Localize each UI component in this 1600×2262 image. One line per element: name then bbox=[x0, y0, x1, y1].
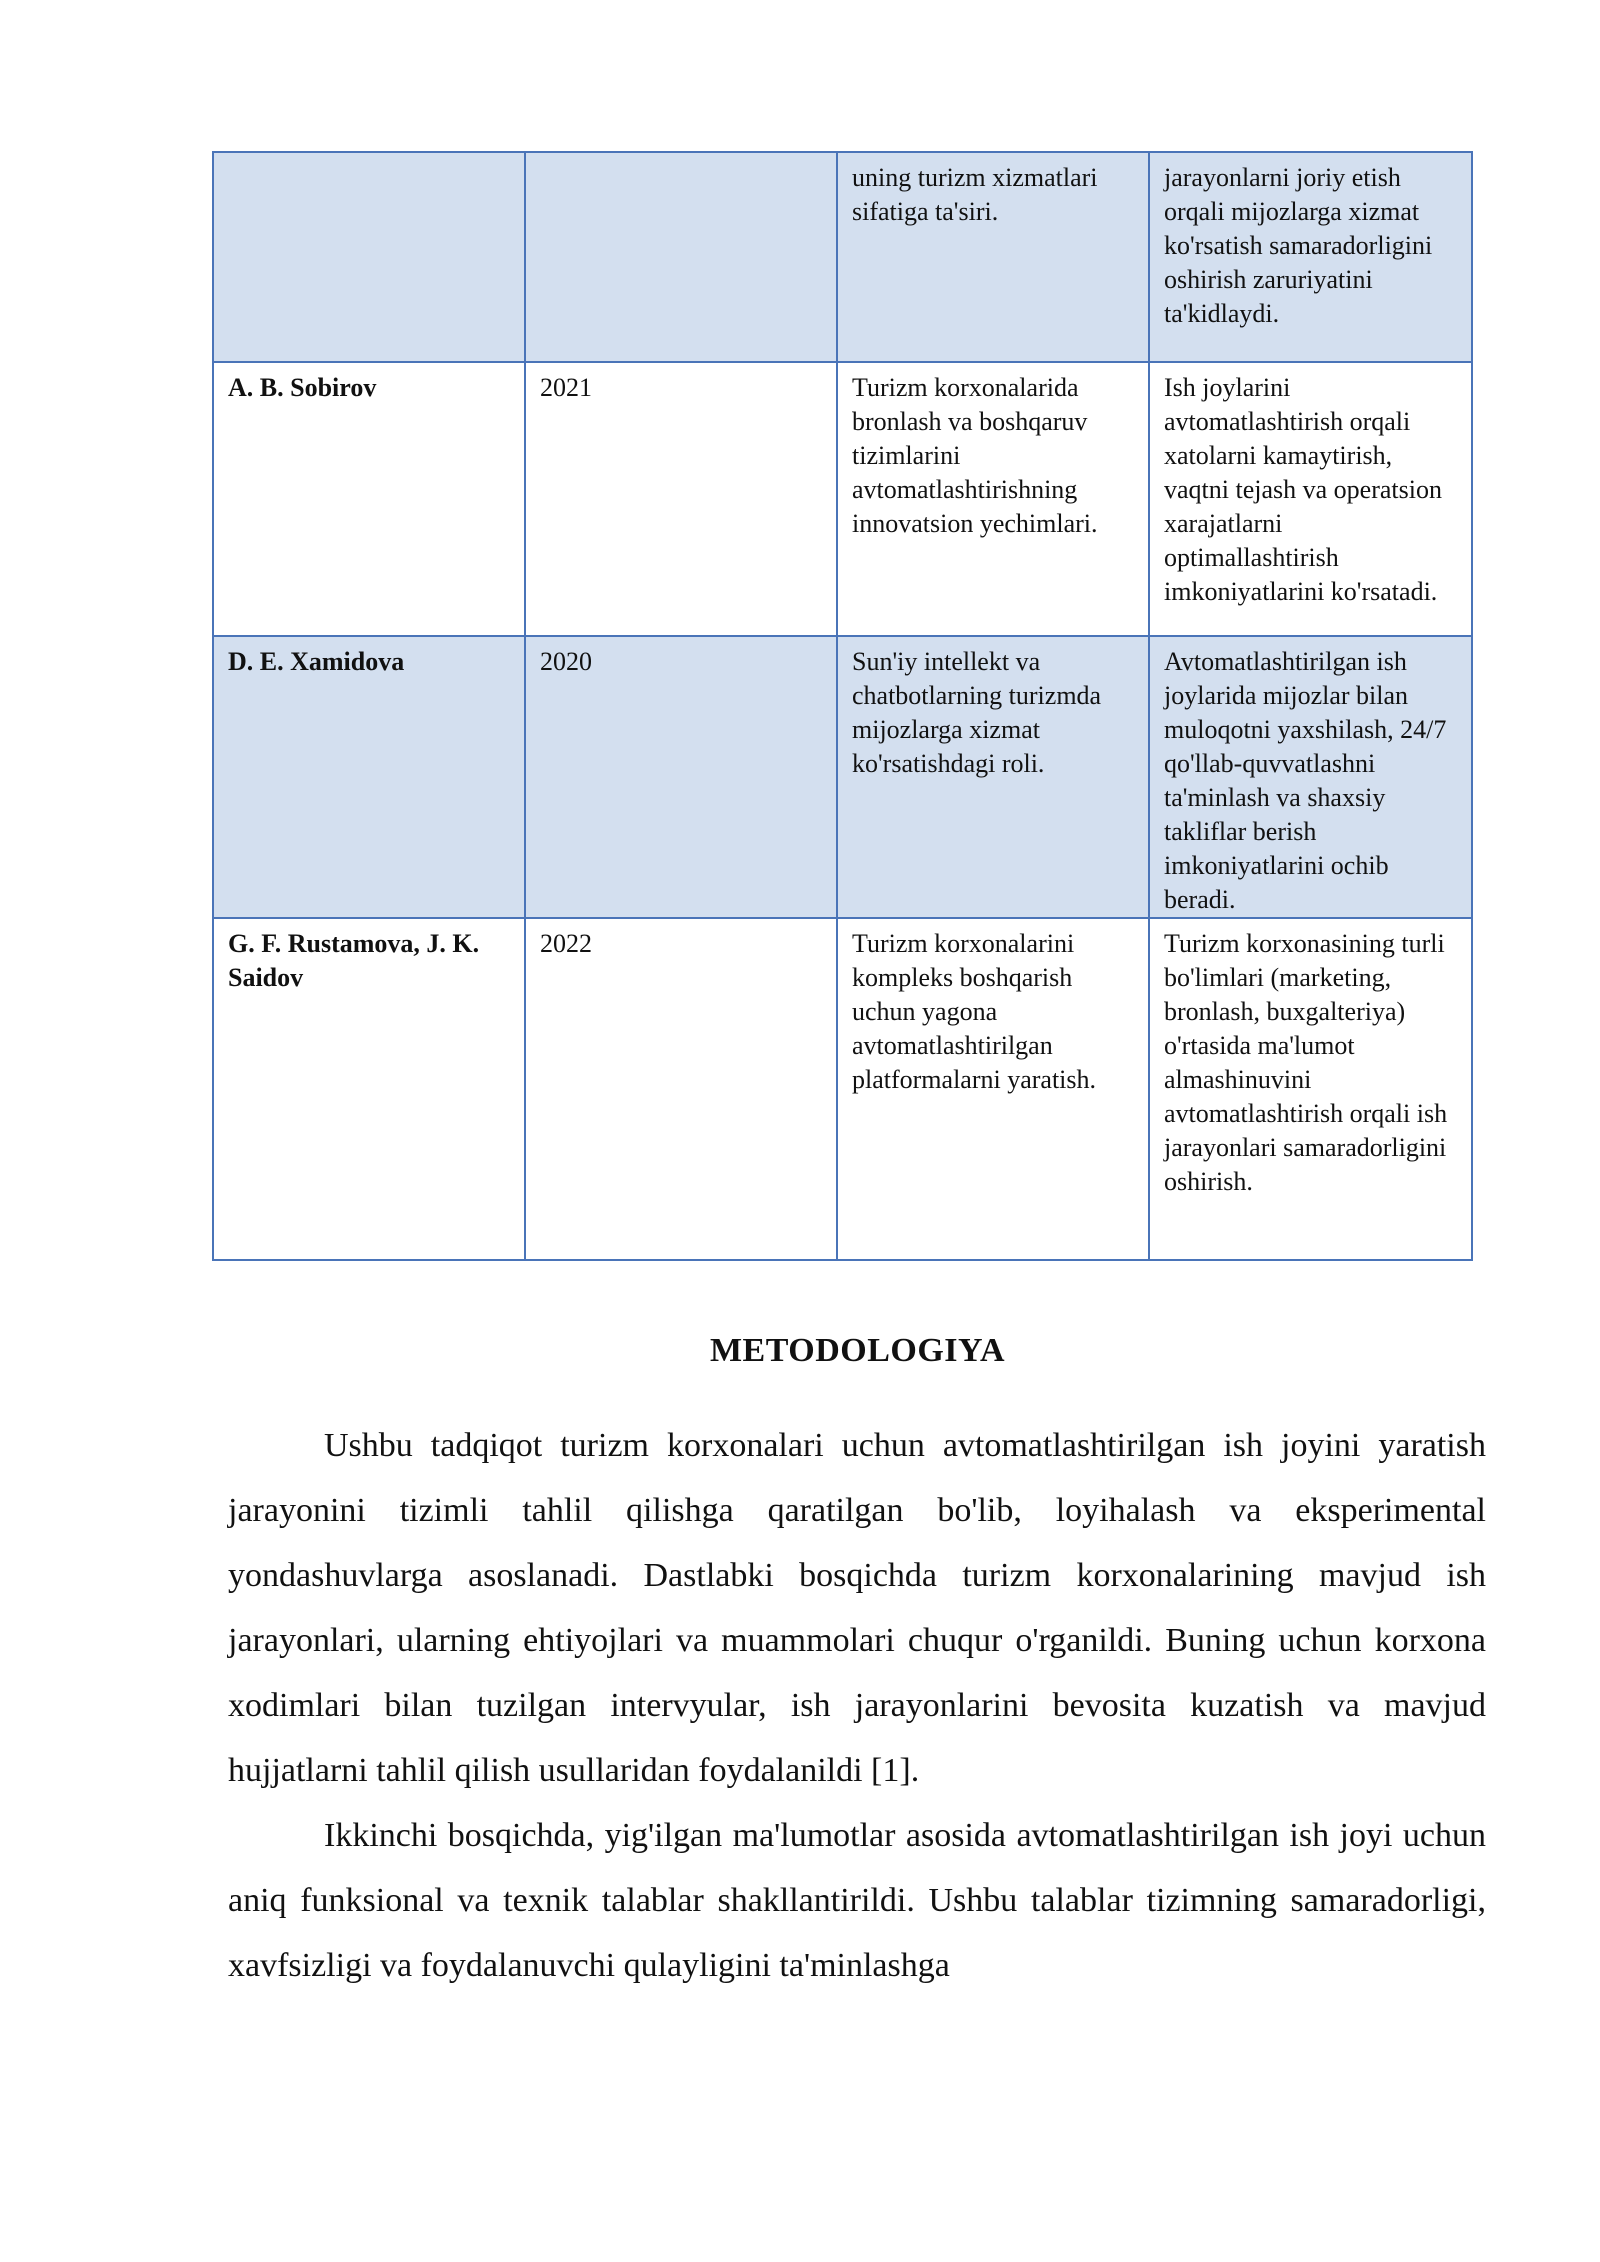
topic-cell: Turizm korxonalarini kompleks boshqarish uchun yagona avtomatlashtirilgan platformalarni yaratish. bbox=[837, 918, 1149, 1260]
literature-review-table bbox=[212, 151, 1473, 1261]
author-cell bbox=[213, 152, 525, 362]
year-cell: 2020 bbox=[525, 636, 837, 918]
table-row bbox=[213, 918, 1472, 1260]
result-cell: Turizm korxonasining turli bo'limlari (marketing, bronlash, buxgalteriya) o'rtasida ma'lumot almashinuvini avtomatlashtirish orqali ish jarayonlari samaradorligini oshirish. bbox=[1149, 918, 1472, 1260]
table-row bbox=[213, 152, 1472, 362]
author-cell: A. B. Sobirov bbox=[213, 362, 525, 636]
author-cell: D. E. Xamidova bbox=[213, 636, 525, 918]
section-body bbox=[228, 1413, 1486, 1998]
table-row bbox=[213, 636, 1472, 918]
year-cell bbox=[525, 152, 837, 362]
result-cell: jarayonlarni joriy etish orqali mijozlarga xizmat ko'rsatish samaradorligini oshirish zaruriyatini ta'kidlaydi. bbox=[1149, 152, 1472, 362]
result-cell: Avtomatlashtirilgan ish joylarida mijozlar bilan muloqotni yaxshilash, 24/7 qo'llab-quvvatlashni ta'minlash va shaxsiy takliflar berish imkoniyatlarini ochib beradi. bbox=[1149, 636, 1472, 918]
topic-cell: Sun'iy intellekt va chatbotlarning turizmda mijozlarga xizmat ko'rsatishdagi roli. bbox=[837, 636, 1149, 918]
topic-cell: Turizm korxonalarida bronlash va boshqaruv tizimlarini avtomatlashtirishning innovatsion yechimlari. bbox=[837, 362, 1149, 636]
paragraph: Ushbu tadqiqot turizm korxonalari uchun avtomatlashtirilgan ish joyini yaratish jarayonini tizimli tahlil qilishga qaratilgan bo'lib, loyihalash va eksperimental yondashuvlarga asoslanadi. Dastlabki bosqichda turizm korxonalarining mavjud ish jarayonlari, ularning ehtiyojlari va muammolari chuqur o'rganildi. Buning uchun korxona xodimlari bilan tuzilgan intervyular, ish jarayonlarini bevosita kuzatish va mavjud hujjatlarni tahlil qilish usullaridan foydalanildi [1]. bbox=[228, 1427, 1486, 1789]
year-cell: 2021 bbox=[525, 362, 837, 636]
section-heading: METODOLOGIYA bbox=[709, 1332, 1006, 1369]
paragraph: Ikkinchi bosqichda, yig'ilgan ma'lumotlar asosida avtomatlashtirilgan ish joyi uchun aniq funksional va texnik talablar shakllantirildi. Ushbu talablar tizimning samaradorligi, xavfsizligi va foydalanuvchi qulayligini ta'minlashga bbox=[228, 1817, 1486, 1984]
year-cell: 2022 bbox=[525, 918, 837, 1260]
author-cell: G. F. Rustamova, J. K. Saidov bbox=[213, 918, 525, 1260]
table-row bbox=[213, 362, 1472, 636]
topic-cell: uning turizm xizmatlari sifatiga ta'siri. bbox=[837, 152, 1149, 362]
result-cell: Ish joylarini avtomatlashtirish orqali xatolarni kamaytirish, vaqtni tejash va operatsion xarajatlarni optimallashtirish imkoniyatlarini ko'rsatadi. bbox=[1149, 362, 1472, 636]
